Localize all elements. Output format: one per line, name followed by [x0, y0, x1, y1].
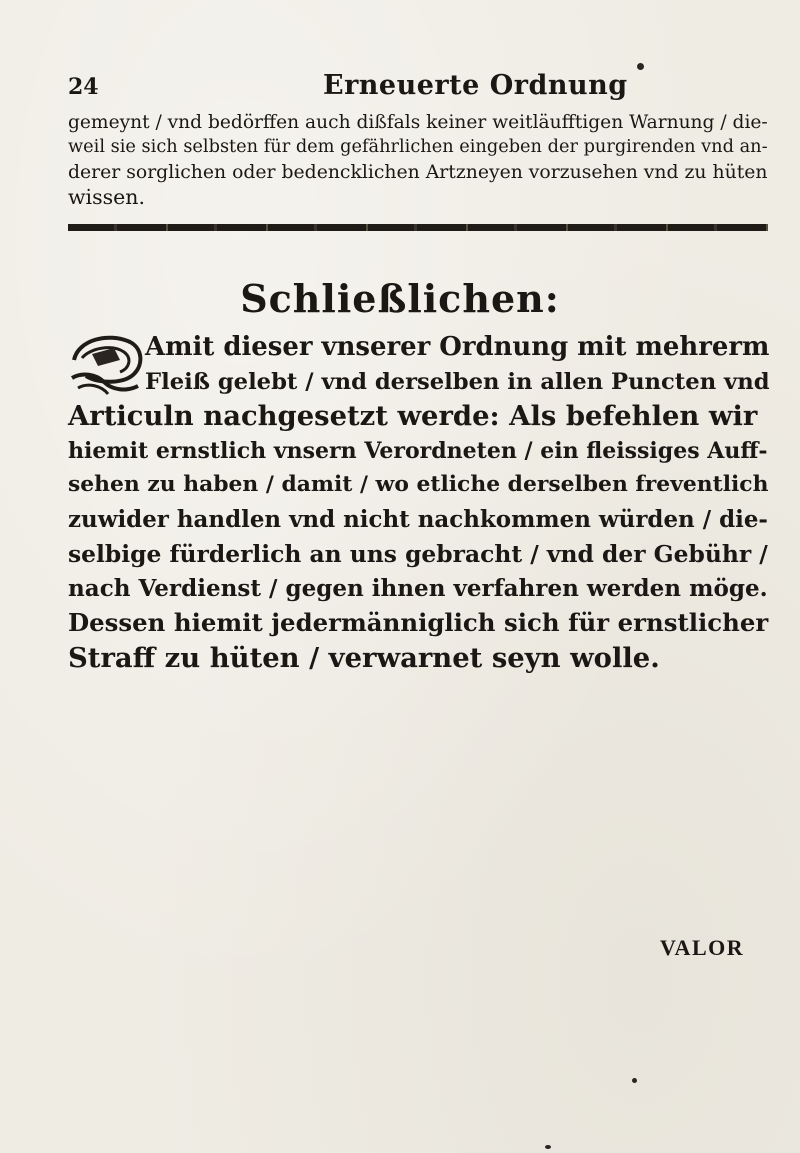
- intro-line: gemeynt / vnd bedörffen auch dißfals keiner weitläufftigen Warnung / die-: [68, 112, 768, 133]
- running-head: [68, 70, 758, 104]
- text-line: selbige fürderlich an uns gebracht / vnd der Gebühr /: [68, 540, 768, 568]
- text-line: Amit dieser vnserer Ordnung mit mehrerm: [145, 332, 770, 362]
- text-line: Straff zu hüten / verwarnet seyn wolle.: [68, 641, 660, 674]
- intro-line: weil sie sich selbsten für dem gefährlichen eingeben der purgirenden vnd an-: [68, 137, 768, 157]
- page-number: 24: [68, 74, 99, 100]
- text-line: Dessen hiemit jedermänniglich sich für ernstlicher: [68, 608, 769, 637]
- text-line: hiemit ernstlich vnsern Verordneten / ein fleissiges Auff-: [68, 437, 768, 464]
- text-line: Articuln nachgesetzt werde: Als befehlen wir: [68, 400, 758, 432]
- ink-speck: [637, 63, 644, 70]
- text-line: sehen zu haben / damit / wo etliche derselben freventlich: [68, 472, 769, 497]
- intro-line: derer sorglichen oder bedencklichen Artzneyen vorzusehen vnd zu hüten: [68, 162, 768, 183]
- ornamental-rule: [68, 224, 768, 231]
- ink-speck: [545, 1145, 551, 1149]
- text-line: nach Verdienst / gegen ihnen verfahren werden möge.: [68, 574, 768, 602]
- drop-cap-ornament: [68, 330, 146, 400]
- text-line: zuwider handlen vnd nicht nachkommen würden / die-: [68, 505, 768, 533]
- ink-speck: [632, 1078, 637, 1083]
- text-line: Fleiß gelebt / vnd derselben in allen Puncten vnd: [145, 368, 770, 395]
- intro-paragraph: [68, 110, 768, 210]
- running-title: Erneuerte Ordnung: [323, 70, 628, 101]
- intro-line: wissen.: [68, 185, 145, 209]
- closing-paragraph: [68, 330, 770, 675]
- section-heading: Schließlichen:: [240, 276, 560, 321]
- catchword: VALOR: [660, 935, 745, 960]
